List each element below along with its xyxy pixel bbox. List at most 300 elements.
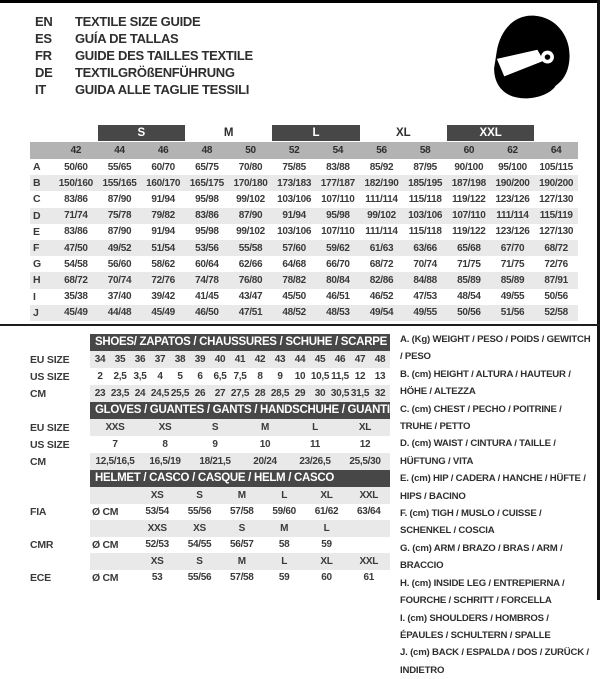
- cell-value: 2,5: [113, 371, 127, 382]
- measure-value: 70/74: [413, 258, 437, 270]
- helmet-rows: [30, 487, 390, 586]
- measure-value: 111/114: [496, 210, 529, 222]
- cell-value: 23: [94, 388, 106, 399]
- measure-row-c: [30, 191, 578, 207]
- measure-value: 85/92: [369, 161, 394, 173]
- language-code: FR: [35, 48, 52, 63]
- unit-label: Ø CM: [92, 505, 119, 518]
- size-label: M: [280, 522, 289, 534]
- language-row: [35, 13, 253, 30]
- cell-value: L: [312, 422, 318, 433]
- measure-value: 103/106: [408, 210, 443, 222]
- size-label: L: [281, 555, 288, 567]
- measure-value: 53/56: [195, 242, 219, 254]
- measure-value: 70/74: [107, 274, 132, 286]
- row-cells: [90, 385, 390, 402]
- cell-value: 9: [277, 371, 283, 382]
- measure-value: 95/98: [326, 210, 350, 222]
- cell-value: 2: [97, 371, 103, 382]
- measure-value: 45/49: [151, 307, 175, 319]
- size-group-xl: XL: [395, 126, 411, 139]
- legend-item: E. (cm) HIP / CADERA / HANCHE / HÜFTE / HIPS / BACINO: [400, 473, 586, 502]
- measure-value: 87/95: [413, 161, 437, 173]
- size-label: XS: [193, 522, 206, 534]
- legend-item: A. (Kg) WEIGHT / PESO / POIDS / GEWITCH / PESO: [400, 334, 591, 363]
- measure-value: 182/190: [364, 177, 399, 189]
- measure-value: 68/72: [369, 258, 394, 270]
- cell-value: 60: [321, 572, 332, 584]
- cell-value: 12: [359, 439, 371, 450]
- sub-row: [30, 351, 390, 368]
- measure-value: 50/56: [544, 291, 568, 303]
- measure-value: 91/94: [151, 226, 175, 238]
- measure-value: 49/55: [500, 291, 525, 303]
- cell-value: 16,5/19: [149, 456, 181, 467]
- row-letter: D: [33, 209, 41, 222]
- measure-value: 49/54: [369, 307, 394, 319]
- cell-value: 31,5: [350, 388, 370, 399]
- cell-value: 52/53: [145, 539, 169, 551]
- row-cells: [90, 436, 390, 453]
- row-label: US SIZE: [30, 370, 70, 383]
- row-cells: [90, 419, 390, 436]
- cell-value: 61: [363, 572, 375, 584]
- measure-value: 115/118: [408, 226, 442, 238]
- measure-value: 49/52: [107, 242, 132, 254]
- gloves-table-title: GLOVES / GUANTES / GANTS / HANDSCHUHE / GUANTI: [90, 402, 390, 419]
- cell-value: 18/21,5: [199, 456, 231, 467]
- legend-item: D. (cm) WAIST / CINTURA / TAILLE / HÜFTUNG / VITA: [400, 438, 556, 467]
- measure-value: 83/88: [326, 161, 350, 173]
- size-label: L: [323, 522, 330, 534]
- cell-value: 6,5: [213, 371, 227, 382]
- measure-value: 103/106: [277, 226, 312, 238]
- language-code: EN: [35, 14, 53, 29]
- cell-value: 32: [374, 388, 386, 399]
- cell-value: 57/58: [230, 506, 254, 518]
- row-letter: H: [33, 274, 41, 287]
- measure-value: 72/76: [544, 258, 568, 270]
- sub-row: [30, 436, 390, 453]
- row-letter: A: [33, 161, 41, 174]
- language-label: TEXTILGRÖßENFÜHRUNG: [75, 65, 235, 80]
- helmet-table: [30, 470, 390, 586]
- cell-value: 53: [151, 572, 163, 584]
- cell-value: 48: [374, 354, 386, 365]
- measure-value: 160/170: [146, 177, 181, 189]
- cell-value: 9: [212, 439, 218, 450]
- row-letter: B: [33, 177, 41, 190]
- cell-value: 59: [278, 572, 290, 584]
- measure-value: 95/98: [195, 226, 219, 238]
- sub-row: [30, 385, 390, 402]
- row-label: EU SIZE: [30, 421, 70, 434]
- language-title-block: [35, 13, 253, 98]
- size-label: XL: [320, 555, 333, 567]
- helmet-logo: [484, 10, 576, 106]
- cell-value: 5: [177, 371, 183, 382]
- measure-value: 87/90: [107, 193, 132, 205]
- measure-row-g: [30, 256, 578, 272]
- size-group-l: L: [272, 125, 359, 141]
- cell-value: 36: [134, 354, 146, 365]
- legend-item: I. (cm) SHOULDERS / HOMBROS / ÉPAULES / SCHULTERN / SPALLE: [400, 612, 551, 641]
- measure-value: 55/58: [238, 242, 263, 254]
- measure-value: 79/82: [151, 210, 175, 222]
- size-label: L: [281, 489, 288, 501]
- measure-value: 85/89: [500, 274, 525, 286]
- measure-value: 64/68: [282, 258, 306, 270]
- size-header-row: [30, 142, 578, 159]
- helmet-value-row: [30, 537, 390, 554]
- measure-value: 95/100: [498, 161, 527, 173]
- cell-value: S: [211, 422, 219, 433]
- measure-value: 71/74: [64, 210, 88, 222]
- measure-value: 45/50: [282, 291, 306, 303]
- size-label: XXL: [359, 489, 379, 501]
- cell-value: 59/60: [272, 506, 296, 518]
- cell-value: 55/56: [187, 506, 212, 518]
- measure-value: 47/51: [238, 307, 263, 319]
- measure-value: 87/90: [107, 226, 132, 238]
- cell-value: 25,5: [170, 388, 190, 399]
- cell-value: 39: [194, 354, 206, 365]
- shoes-table-title: SHOES/ ZAPATOS / CHAUSSURES / SCHUHE / SCARPE: [90, 334, 390, 351]
- cell-value: 23,5: [110, 388, 130, 399]
- measure-value: 46/52: [369, 291, 394, 303]
- measure-value: 60/64: [195, 258, 219, 270]
- cell-value: XS: [158, 422, 172, 433]
- size-label: 54: [332, 145, 344, 156]
- measure-value: 48/53: [326, 307, 350, 319]
- cell-value: 30: [314, 388, 326, 399]
- measure-value: 51/54: [151, 242, 175, 254]
- measure-value: 85/89: [457, 274, 481, 286]
- helmet-value-row: [30, 504, 390, 521]
- measure-value: 63/66: [413, 242, 437, 254]
- measure-value: 72/76: [151, 274, 175, 286]
- legend-item: J. (cm) BACK / ESPALDA / DOS / ZURÜCK / INDIETRO: [400, 647, 589, 676]
- measure-value: 82/86: [369, 274, 394, 286]
- cell-value: 45: [314, 354, 326, 365]
- measure-value: 51/56: [500, 307, 525, 319]
- measure-value: 55/65: [107, 161, 132, 173]
- cell-value: 47: [354, 354, 366, 365]
- size-label: 52: [288, 145, 300, 156]
- cell-value: 30,5: [330, 388, 350, 399]
- measure-value: 71/75: [457, 258, 481, 270]
- cell-value: 43: [274, 354, 286, 365]
- cell-value: 6: [197, 371, 203, 382]
- measure-value: 52/58: [544, 307, 568, 319]
- helmet-size-row: [30, 520, 390, 537]
- legend-item: B. (cm) HEIGHT / ALTURA / HAUTEUR / HÖHE / ALTEZZA: [400, 368, 571, 398]
- measure-value: 105/115: [539, 161, 573, 173]
- legend-item: H. (cm) INSIDE LEG / ENTREPIERNA / FOURCHE / SCHRITT / FORCELLA: [400, 577, 565, 607]
- size-label: XL: [320, 489, 333, 501]
- measure-value: 80/84: [326, 274, 350, 286]
- size-label: XXL: [359, 555, 379, 567]
- cell-value: 8: [162, 439, 168, 450]
- size-label: M: [237, 489, 246, 501]
- measure-value: 83/86: [64, 193, 88, 205]
- row-label: FIA: [30, 505, 47, 518]
- cell-value: 28,5: [270, 388, 290, 399]
- measure-value: 75/78: [107, 210, 132, 222]
- helmet-table-title: HELMET / CASCO / CASQUE / HELM / CASCO: [90, 470, 390, 487]
- cell-value: 38: [174, 354, 186, 365]
- language-row: [35, 64, 253, 81]
- measure-value: 43/47: [238, 291, 263, 303]
- row-cells: [90, 553, 390, 570]
- measure-value: 107/110: [321, 226, 355, 238]
- measure-value: 49/55: [413, 307, 437, 319]
- sub-row: [30, 419, 390, 436]
- measure-value: 185/195: [408, 177, 443, 189]
- language-label: GUIDE DES TAILLES TEXTILE: [75, 48, 253, 63]
- measure-value: 83/86: [64, 226, 88, 238]
- size-label: S: [196, 489, 203, 501]
- measure-value: 91/94: [282, 210, 306, 222]
- cell-value: 37: [154, 354, 166, 365]
- row-label: [30, 520, 90, 537]
- size-label: 60: [463, 145, 475, 156]
- measure-value: 61/63: [369, 242, 394, 254]
- size-label: 58: [419, 145, 431, 156]
- measure-value: 170/180: [233, 177, 268, 189]
- measure-value: 47/53: [413, 291, 437, 303]
- size-label: 48: [201, 145, 213, 156]
- measure-value: 54/58: [64, 258, 88, 270]
- row-cells: [90, 537, 390, 554]
- measure-value: 57/60: [282, 242, 306, 254]
- measure-value: 47/50: [64, 242, 88, 254]
- language-row: [35, 81, 253, 98]
- cell-value: 42: [254, 354, 266, 365]
- unit-label: Ø CM: [92, 571, 119, 584]
- size-label: M: [237, 555, 246, 567]
- sub-row: [30, 453, 390, 470]
- top-border: [0, 0, 600, 3]
- cell-value: 56/57: [230, 539, 254, 551]
- measure-value: 71/75: [500, 258, 525, 270]
- row-letter: J: [33, 306, 39, 319]
- row-label: CM: [30, 455, 46, 468]
- measure-value: 46/50: [195, 307, 219, 319]
- size-label: XS: [150, 489, 164, 501]
- cell-value: XL: [358, 422, 372, 433]
- measure-value: 187/198: [451, 177, 486, 189]
- cell-value: XXS: [105, 422, 125, 433]
- row-cells: [90, 368, 390, 385]
- measure-value: 173/183: [277, 177, 312, 189]
- measure-value: 123/126: [495, 226, 530, 238]
- measure-value: 45/49: [64, 307, 88, 319]
- cell-value: 10: [259, 439, 271, 450]
- legend-item: F. (cm) TIGH / MUSLO / CUISSE / SCHENKEL / COSCIA: [400, 508, 542, 537]
- measure-value: 119/122: [452, 193, 486, 205]
- size-group-xxl: XXL: [447, 125, 534, 141]
- measure-value: 74/78: [195, 274, 219, 286]
- row-label: [30, 553, 90, 570]
- row-letter: F: [33, 242, 40, 255]
- sub-row: [30, 368, 390, 385]
- size-group-row: [30, 124, 578, 141]
- size-label: 42: [70, 145, 82, 156]
- cell-value: 10,5: [310, 371, 330, 382]
- measure-row-b: [30, 175, 578, 191]
- cell-value: 44: [294, 354, 306, 365]
- measure-value: 177/187: [320, 177, 355, 189]
- gloves-rows: [30, 419, 390, 470]
- measure-row-a: [30, 159, 578, 175]
- cell-value: 12,5/16,5: [95, 456, 135, 467]
- row-label: [30, 487, 90, 504]
- measure-value: 65/75: [195, 161, 219, 173]
- language-row: [35, 47, 253, 64]
- measure-value: 123/126: [495, 193, 530, 205]
- row-letter: E: [33, 225, 41, 238]
- measure-value: 95/98: [195, 193, 219, 205]
- row-cells: [90, 504, 390, 521]
- measure-value: 99/102: [236, 226, 265, 238]
- cell-value: 13: [374, 371, 386, 382]
- measure-value: 67/70: [500, 242, 525, 254]
- measure-row-i: [30, 289, 578, 305]
- cell-value: 55/56: [187, 572, 212, 584]
- helmet-value-row: [30, 570, 390, 587]
- measure-value: 99/102: [367, 210, 396, 222]
- cell-value: 12: [354, 371, 366, 382]
- row-label: CM: [30, 387, 46, 400]
- measure-value: 155/165: [102, 177, 137, 189]
- measure-value: 48/54: [457, 291, 481, 303]
- cell-value: 29: [294, 388, 306, 399]
- measure-value: 91/94: [151, 193, 175, 205]
- cell-value: 59: [321, 539, 332, 551]
- language-label: TEXTILE SIZE GUIDE: [75, 14, 201, 29]
- measure-value: 119/122: [452, 226, 486, 238]
- language-label: GUIDA ALLE TAGLIE TESSILI: [75, 82, 250, 97]
- measure-value: 115/119: [539, 210, 573, 222]
- row-cells: [90, 453, 390, 470]
- measure-value: 111/114: [365, 226, 398, 238]
- cell-value: 20/24: [253, 456, 277, 467]
- measure-value: 46/51: [326, 291, 350, 303]
- unit-label: Ø CM: [92, 538, 119, 551]
- row-letter: C: [33, 193, 41, 206]
- measure-row-j: [30, 305, 578, 321]
- cell-value: 7: [112, 439, 118, 450]
- cell-value: 61/62: [314, 506, 339, 518]
- language-code: DE: [35, 65, 53, 80]
- measure-value: 107/110: [452, 210, 486, 222]
- cell-value: 53/54: [145, 506, 169, 518]
- measure-value: 76/80: [238, 274, 263, 286]
- measure-value: 99/102: [236, 193, 265, 205]
- measure-value: 87/91: [544, 274, 568, 286]
- cell-value: 8: [257, 371, 263, 382]
- cell-value: 46: [334, 354, 346, 365]
- measure-value: 115/118: [408, 193, 442, 205]
- cell-value: 24: [134, 388, 146, 399]
- cell-value: 54/55: [187, 539, 212, 551]
- measure-value: 70/80: [238, 161, 263, 173]
- size-group-s: S: [98, 125, 185, 141]
- cell-value: 28: [254, 388, 266, 399]
- measure-value: 190/200: [539, 177, 574, 189]
- row-label: CMR: [30, 538, 54, 551]
- measure-value: 58/62: [151, 258, 175, 270]
- size-group-m: M: [223, 126, 234, 139]
- row-label: EU SIZE: [30, 353, 70, 366]
- measure-value: 56/60: [107, 258, 132, 270]
- cell-value: 57/58: [230, 572, 254, 584]
- cell-value: 63/64: [357, 506, 381, 518]
- cell-value: 4: [157, 371, 163, 382]
- row-label: US SIZE: [30, 438, 70, 451]
- cell-value: 23/26,5: [299, 456, 331, 467]
- size-label: 46: [157, 145, 169, 156]
- measure-value: 127/130: [539, 226, 574, 238]
- cell-value: 27,5: [230, 388, 250, 399]
- measure-value: 165/175: [189, 177, 224, 189]
- size-label: S: [238, 522, 245, 534]
- measure-value: 84/88: [413, 274, 437, 286]
- shoes-rows: [30, 351, 390, 402]
- measure-value: 90/100: [454, 161, 484, 173]
- legend-item: C. (cm) CHEST / PECHO / POITRINE / TRUHE / PETTO: [400, 403, 562, 433]
- size-label: 44: [114, 145, 125, 156]
- cell-value: 24,5: [150, 388, 170, 399]
- measure-value: 50/56: [457, 307, 481, 319]
- helmet-size-row: [30, 553, 390, 570]
- cell-value: 58: [278, 539, 290, 551]
- shoes-table: [30, 334, 390, 402]
- measure-value: 78/82: [282, 274, 306, 286]
- measure-value: 39/42: [151, 291, 175, 303]
- cell-value: 3,5: [133, 371, 147, 382]
- measure-value: 127/130: [539, 193, 574, 205]
- language-label: GUÍA DE TALLAS: [75, 31, 179, 46]
- cell-value: 11: [310, 439, 320, 450]
- cell-value: 34: [94, 354, 106, 365]
- cell-value: 35: [114, 354, 126, 365]
- measure-value: 150/160: [58, 177, 93, 189]
- measure-value: 111/114: [365, 193, 398, 205]
- measure-value: 62/66: [238, 258, 263, 270]
- measure-value: 35/38: [64, 291, 88, 303]
- measure-value: 83/86: [195, 210, 219, 222]
- size-label: 56: [376, 145, 387, 156]
- row-cells: [90, 351, 390, 368]
- gloves-table: [30, 402, 390, 470]
- measure-value: 68/72: [544, 242, 568, 254]
- measure-row-d: [30, 208, 578, 224]
- measure-value: 59/62: [326, 242, 350, 254]
- measure-row-e: [30, 224, 578, 240]
- measure-row-f: [30, 240, 578, 256]
- language-code: ES: [35, 31, 52, 46]
- measure-row-h: [30, 272, 578, 288]
- sub-tables: [30, 334, 390, 586]
- cell-value: 7,5: [233, 371, 247, 382]
- cell-value: 41: [234, 354, 246, 365]
- measure-value: 44/48: [107, 307, 132, 319]
- cell-value: 11,5: [331, 371, 349, 382]
- cell-value: 40: [214, 354, 226, 365]
- row-cells: [90, 487, 390, 504]
